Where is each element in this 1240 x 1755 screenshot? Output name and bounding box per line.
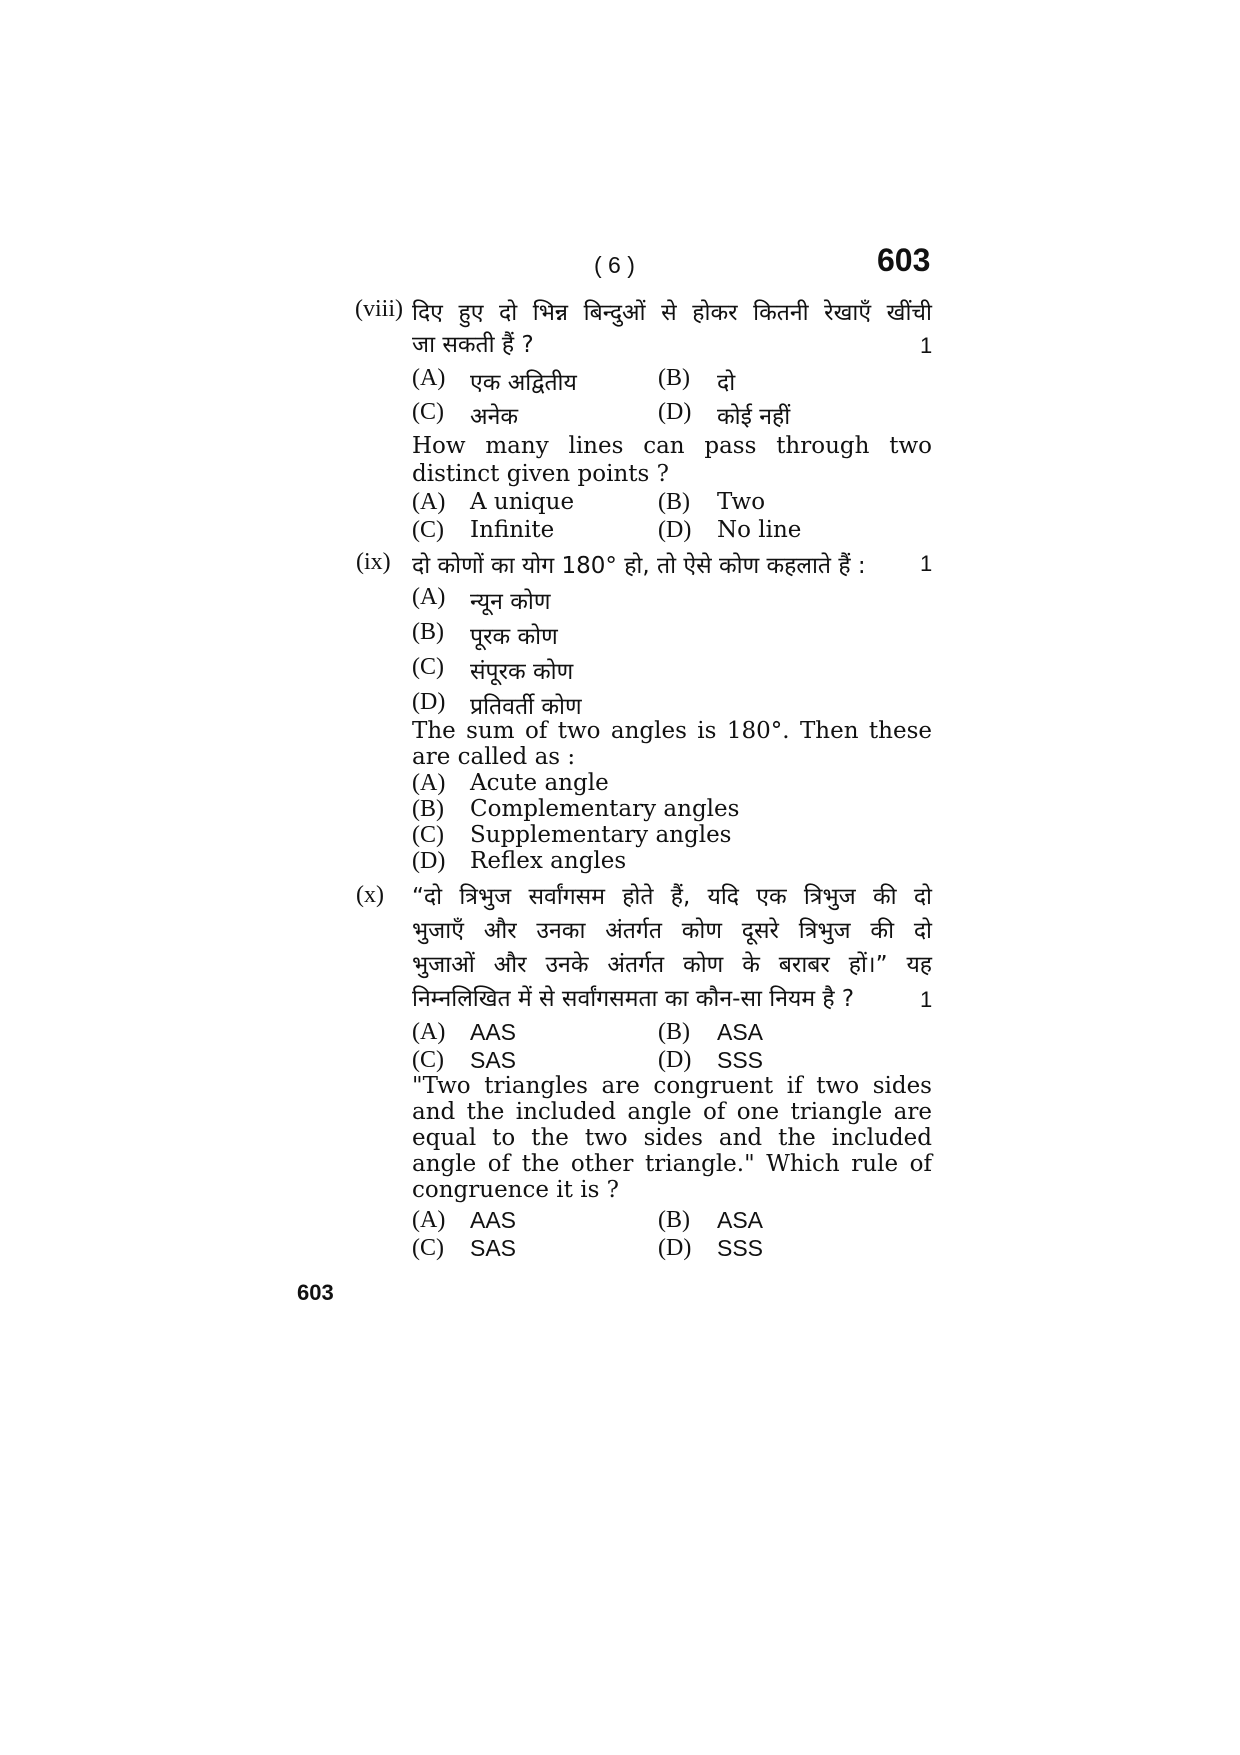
option-key: (A) (412, 584, 446, 610)
question-ix-marks: 1 (920, 551, 933, 576)
question-viii-english-options-row (412, 489, 932, 517)
option-text: Two (717, 489, 766, 515)
option-text: AAS (470, 1207, 517, 1233)
question-x-english-line: and the included angle of one triangle are (412, 1099, 932, 1125)
option-key: (D) (412, 848, 446, 874)
option-text: न्यून कोण (470, 589, 551, 615)
option-text: पूरक कोण (470, 624, 558, 650)
question-viii-hindi-options-row (412, 399, 932, 430)
question-ix-english-option (412, 770, 932, 798)
option-key: (B) (412, 619, 444, 645)
question-viii-marks: 1 (920, 333, 933, 358)
question-viii-english-line: distinct given points ? (412, 461, 669, 487)
option-text: SAS (470, 1235, 517, 1261)
question-viii-hindi-line: जा सकती हैं ? (412, 332, 534, 358)
option-key: (D) (658, 1047, 692, 1073)
option-key: (B) (658, 1207, 690, 1233)
option-text: एक अद्वितीय (470, 370, 577, 396)
option-key: (D) (658, 1235, 692, 1261)
option-key: (B) (658, 1019, 690, 1045)
option-text: ASA (717, 1207, 764, 1233)
option-text: Infinite (470, 517, 555, 543)
question-x-english-options-row (412, 1207, 932, 1235)
question-x-english-line: "Two triangles are congruent if two sides (412, 1073, 932, 1099)
question-x-english-line: angle of the other triangle." Which rule of (412, 1151, 932, 1177)
option-text: Reflex angles (470, 848, 627, 874)
question-viii-english-line: How many lines can pass through two (412, 433, 932, 459)
question-ix-hindi-option (412, 619, 932, 650)
option-text: SAS (470, 1047, 517, 1073)
option-key: (C) (412, 517, 444, 543)
option-text: Supplementary angles (470, 822, 732, 848)
option-text: प्रतिवर्ती कोण (470, 694, 582, 720)
option-key: (A) (412, 770, 446, 796)
option-key: (B) (412, 796, 444, 822)
option-text: SSS (717, 1235, 764, 1261)
option-text: A unique (470, 489, 575, 515)
paper-code-top: 603 (877, 242, 931, 278)
question-number-x: (x) (356, 882, 384, 908)
option-key: (C) (412, 1047, 444, 1073)
question-viii-hindi-line: दिए हुए दो भिन्न बिन्दुओं से होकर कितनी रेखाएँ खींची (412, 300, 932, 326)
option-key: (D) (658, 517, 692, 543)
question-ix-english-option (412, 848, 932, 876)
question-x-english-line: equal to the two sides and the included (412, 1125, 932, 1151)
option-text: कोई नहीं (717, 404, 791, 430)
question-ix-hindi-line: दो कोणों का योग 180° हो, तो ऐसे कोण कहलाते हैं : (412, 553, 866, 579)
option-key: (A) (412, 365, 446, 391)
question-viii-english-options-row (412, 517, 932, 545)
option-text: SSS (717, 1047, 764, 1073)
question-number-viii: (viii) (355, 296, 403, 322)
option-text: संपूरक कोण (470, 659, 574, 685)
option-key: (D) (412, 689, 446, 715)
option-key: (C) (412, 654, 444, 680)
option-key: (A) (412, 1019, 446, 1045)
paper-code-bottom: 603 (297, 1280, 334, 1305)
question-x-hindi-line: भुजाएँ और उनका अंतर्गत कोण दूसरे त्रिभुज की दो (412, 918, 932, 944)
question-x-hindi-line: “दो त्रिभुज सर्वांगसम होते हैं, यदि एक त्रिभुज की दो (412, 884, 932, 910)
question-x-english-options-row (412, 1235, 932, 1263)
option-key: (D) (658, 399, 692, 425)
question-ix-english-option (412, 822, 932, 850)
option-key: (A) (412, 1207, 446, 1233)
option-key: (A) (412, 489, 446, 515)
option-key: (C) (412, 822, 444, 848)
option-text: अनेक (470, 404, 519, 430)
question-ix-english-line: The sum of two angles is 180°. Then these (412, 718, 932, 744)
question-x-english-line: congruence it is ? (412, 1177, 620, 1203)
option-text: No line (717, 517, 802, 543)
option-text: Acute angle (470, 770, 609, 796)
option-key: (B) (658, 365, 690, 391)
question-x-hindi-options-row (412, 1019, 932, 1047)
option-key: (C) (412, 1235, 444, 1261)
question-ix-english-line: are called as : (412, 744, 576, 770)
question-x-marks: 1 (920, 987, 933, 1012)
question-x-hindi-options-row (412, 1047, 932, 1075)
option-text: Complementary angles (470, 796, 740, 822)
question-ix-hindi-option (412, 584, 932, 615)
question-x-hindi-line: भुजाओं और उनके अंतर्गत कोण के बराबर हों।” यह (412, 952, 932, 978)
option-text: AAS (470, 1019, 517, 1045)
question-ix-english-option (412, 796, 932, 824)
question-ix-hindi-option (412, 689, 932, 720)
option-text: ASA (717, 1019, 764, 1045)
question-viii-hindi-options-row (412, 365, 932, 396)
option-key: (C) (412, 399, 444, 425)
option-key: (B) (658, 489, 690, 515)
option-text: दो (717, 370, 736, 396)
question-ix-hindi-option (412, 654, 932, 685)
page-number: ( 6 ) (594, 252, 635, 278)
question-number-ix: (ix) (356, 549, 391, 575)
question-x-hindi-line: निम्नलिखित में से सर्वांगसमता का कौन-सा नियम है ? (412, 986, 855, 1012)
